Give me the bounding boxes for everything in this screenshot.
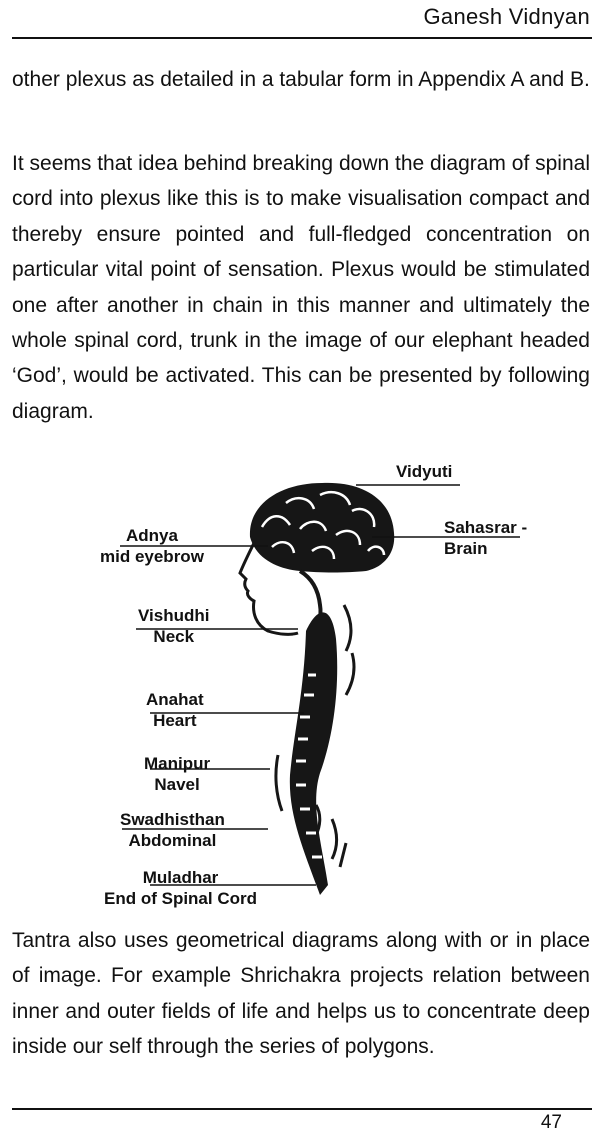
label-vishudhi-name: Vishudhi (138, 606, 210, 625)
running-header: Ganesh Vidnyan (423, 4, 590, 29)
label-sahasrar-desc: Brain (444, 539, 488, 558)
paragraph-diagram-intro: It seems that idea behind breaking down the diagram of spinal cord into plexus like this is to make visualisation compact and thereby ensure pointed and full-fledged concentration on particular vital point of sensation. Plexus would be stimulated one after another in chain in this manner and ultimately the whole spinal cord, trunk in the image of our elephant headed ‘God’, would be activated. This can be presented by following diagram. (12, 152, 590, 423)
label-muladhar (104, 867, 257, 909)
label-adnya-name: Adnya (125, 526, 178, 545)
label-vidyuti-text: Vidyuti (396, 462, 453, 481)
page-number: 47 (540, 1112, 562, 1133)
label-vishudhi (138, 605, 209, 647)
paragraph-tantra: Tantra also uses geometrical diagrams along with or in place of image. For example Shrichakra projects relation between inner and outer fields of life and helps us to concentrate deep inside our self through the series of polygons. (12, 929, 590, 1059)
label-adnya-desc: mid eyebrow (100, 547, 204, 566)
label-muladhar-desc: End of Spinal Cord (104, 889, 257, 908)
label-manipur (144, 753, 210, 795)
label-anahat (146, 689, 204, 731)
footer-rule (12, 1108, 592, 1110)
label-swadhisthan-name: Swadhisthan (120, 810, 225, 829)
label-swadhisthan (120, 809, 225, 851)
label-manipur-desc: Navel (154, 775, 200, 794)
spinal-cord-diagram (0, 455, 600, 910)
header-rule (12, 37, 592, 39)
paragraph-continuation: other plexus as detailed in a tabular form in Appendix A and B. (12, 68, 590, 91)
spinal-column (290, 612, 337, 895)
label-adnya (100, 525, 204, 567)
label-sahasrar-name: Sahasrar - (444, 518, 528, 537)
brain-outline (250, 483, 394, 573)
label-sahasrar (444, 517, 527, 559)
label-muladhar-name: Muladhar (142, 868, 219, 887)
label-anahat-name: Anahat (146, 690, 204, 709)
label-swadhisthan-desc: Abdominal (128, 831, 217, 850)
label-vidyuti (396, 461, 452, 482)
label-anahat-desc: Heart (153, 711, 197, 730)
label-vishudhi-desc: Neck (153, 627, 195, 646)
label-manipur-name: Manipur (144, 754, 211, 773)
